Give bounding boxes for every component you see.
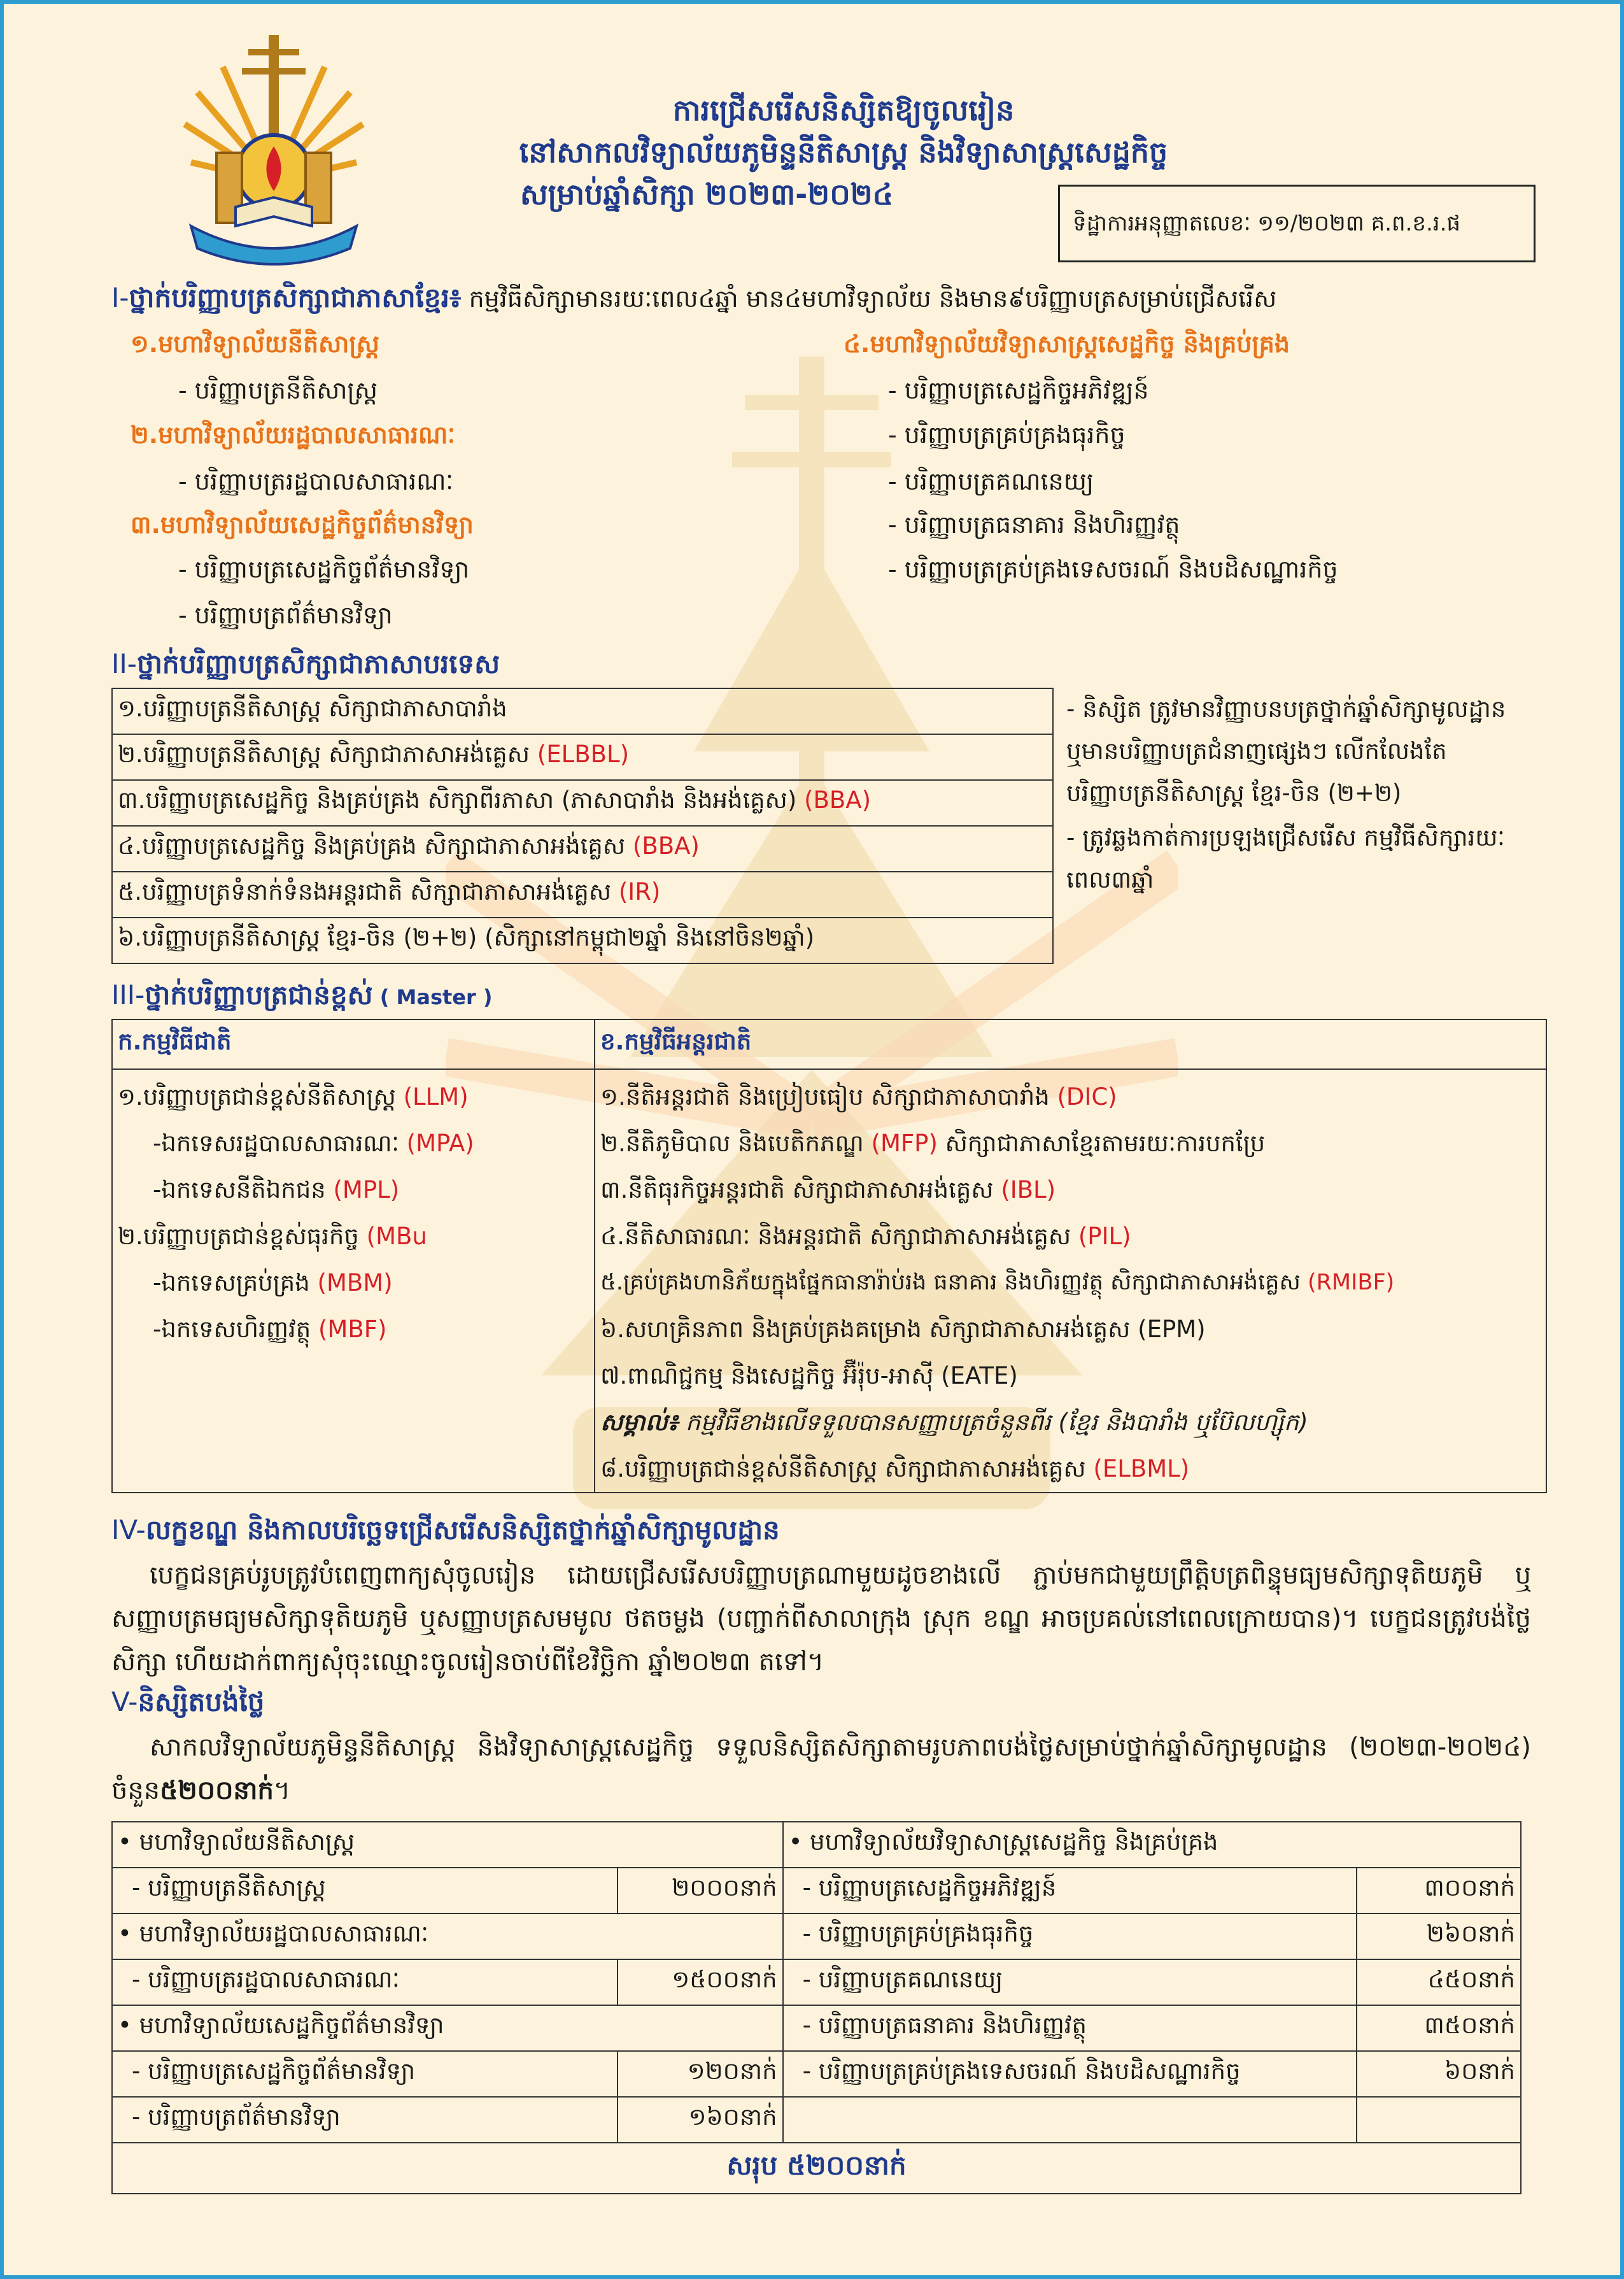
program-item: - បរិញ្ញាបត្រនីតិសាស្ត្រ	[178, 376, 378, 404]
table-row-count	[1357, 2097, 1521, 2143]
section-4-body: បេក្ខជនគ្រប់រូបត្រូវបំពេញពាក្យសុំចូលរៀន ដោយជ្រើសរើសបរិញ្ញាបត្រណាមួយដូចខាងលើ ភ្ជាប់មកជាមួយព្រឹត្តិបត្រពិន្ទុមធ្យមសិក្សាទុតិយភូមិ ឬសញ្ញាបត្រមធ្យមសិក្សាទុតិយភូមិ ឬសញ្ញាបត្រសមមូល ថតចម្លង (បញ្ជាក់ពីសាលាក្រុង ស្រុក ខណ្ឌ អាចប្រគល់នៅពេលក្រោយបាន)។ បេក្ខជនត្រូវបង់ថ្លៃសិក្សា ហើយដាក់ពាក្យសុំចុះឈ្មោះចូលរៀនចាប់ពីខែវិច្ឆិកា ឆ្នាំ២០២៣ តទៅ។	[111, 1561, 1531, 1677]
faculty-row: • មហាវិទ្យាល័យនីតិសាស្ត្រ	[112, 1822, 783, 1868]
international-programs-list	[595, 1069, 1546, 1493]
faculty-public-admin: ២.មហាវិទ្យាល័យរដ្ឋបាលសាធារណៈ	[131, 421, 455, 449]
faculty-economics-it: ៣.មហាវិទ្យាល័យសេដ្ឋកិច្ចព័ត៌មានវិទ្យា	[131, 511, 474, 539]
list-item: ១.បរិញ្ញាបត្រជាន់ខ្ពស់នីតិសាស្ត្រ (LLM)	[118, 1083, 469, 1111]
program-item: - បរិញ្ញាបត្ររដ្ឋបាលសាធារណៈ	[178, 467, 454, 495]
list-item: -ឯកទេសគ្រប់គ្រង (MBM)	[153, 1269, 393, 1296]
program-item: - បរិញ្ញាបត្រគណនេយ្យ	[888, 467, 1094, 495]
heading-line-3: សម្រាប់ឆ្នាំសិក្សា ២០២៣-២០២៤	[519, 177, 894, 211]
list-item: -ឯកទេសនីតិឯកជន (MPL)	[153, 1176, 400, 1203]
table-row-count: ១២០នាក់	[618, 2051, 782, 2097]
table-row-count: ១៥០០នាក់	[618, 1959, 782, 2005]
table-row-label: - បរិញ្ញាបត្រសេដ្ឋកិច្ចព័ត៌មានវិទ្យា	[112, 2051, 618, 2097]
foreign-language-table	[111, 688, 1528, 964]
list-item: ៥.គ្រប់គ្រងហានិភ័យក្នុងផ្នែកធានារ៉ាប់រង ធនាគារ និងហិរញ្ញវត្ថុ សិក្សាជាភាសាអង់គ្លេស (RMIBF)	[600, 1270, 1395, 1295]
table-row-count: ១៦០នាក់	[618, 2097, 782, 2143]
table-row-label: - បរិញ្ញាបត្រសេដ្ឋកិច្ចអភិវឌ្ឍន៍	[783, 1868, 1357, 1913]
list-item: ២.នីតិភូមិបាល និងបេតិកភណ្ឌ (MFP) សិក្សាជាភាសាខ្មែរតាមរយៈការបកប្រែ	[600, 1130, 1266, 1157]
list-item: ៨.បរិញ្ញាបត្រជាន់ខ្ពស់នីតិសាស្ត្រ សិក្សាជាភាសាអង់គ្លេស (ELBML)	[600, 1455, 1190, 1482]
national-programs-list	[112, 1069, 595, 1493]
table-row-label: - បរិញ្ញាបត្រនីតិសាស្ត្រ	[112, 1868, 618, 1913]
section-3-heading: III-ថ្នាក់បរិញ្ញាបត្រជាន់ខ្ពស់ ( Master )	[111, 979, 493, 1011]
faculty-economics-management: ៤.មហាវិទ្យាល័យវិទ្យាសាស្ត្រសេដ្ឋកិច្ច និងគ្រប់គ្រង	[844, 330, 1290, 358]
list-item: -ឯកទេសហិរញ្ញវត្ថុ (MBF)	[153, 1316, 387, 1343]
table-row-label: - បរិញ្ញាបត្រព័ត៌មានវិទ្យា	[112, 2097, 618, 2143]
list-item: ៣.នីតិធុរកិច្ចអន្តរជាតិ សិក្សាជាភាសាអង់គ្លេស (IBL)	[600, 1176, 1056, 1203]
permit-number-box: ទិដ្ឋាការអនុញ្ញាតលេខៈ ១១/២០២៣ គ.ព.ខ.រ.ផ	[1058, 185, 1536, 262]
table-row-count: ៣០០នាក់	[1357, 1868, 1521, 1913]
section-5-heading: V-និស្សិតបង់ថ្លៃ	[111, 1686, 265, 1717]
faculty-row: • មហាវិទ្យាល័យវិទ្យាសាស្ត្រសេដ្ឋកិច្ច និងគ្រប់គ្រង	[783, 1822, 1521, 1868]
table-row: ៥.បរិញ្ញាបត្រទំនាក់ទំនងអន្តរជាតិ សិក្សាជាភាសាអង់គ្លេស (IR)	[112, 872, 1053, 918]
total-row: សរុប ៥២០០នាក់	[112, 2143, 1521, 2194]
table-row: ៦.បរិញ្ញាបត្រនីតិសាស្ត្រ ខ្មែរ-ចិន (២+២) (សិក្សានៅកម្ពុជា២ឆ្នាំ និងនៅចិន២ឆ្នាំ)	[112, 918, 1053, 963]
program-item: - បរិញ្ញាបត្រសេដ្ឋកិច្ចព័ត៌មានវិទ្យា	[178, 555, 470, 583]
table-row-label	[783, 2097, 1357, 2143]
table-row-count: ២០០០នាក់	[618, 1868, 782, 1913]
list-item: ៦.សហគ្រិនភាព និងគ្រប់គ្រងគម្រោង សិក្សាជាភាសាអង់គ្លេស (EPM)	[600, 1316, 1206, 1343]
university-logo	[178, 35, 369, 277]
faculty-row: • មហាវិទ្យាល័យរដ្ឋបាលសាធារណៈ	[112, 1913, 783, 1959]
table-row-count: ៤៥០នាក់	[1357, 1959, 1521, 2005]
faculty-row: • មហាវិទ្យាល័យសេដ្ឋកិច្ចព័ត៌មានវិទ្យា	[112, 2005, 783, 2051]
international-programs-header: ខ.កម្មវិធីអន្តរជាតិ	[595, 1019, 1546, 1069]
list-item: -ឯកទេសរដ្ឋបាលសាធារណៈ (MPA)	[153, 1130, 474, 1157]
table-row: ២.បរិញ្ញាបត្រនីតិសាស្ត្រ សិក្សាជាភាសាអង់គ្លេស (ELBBL)	[112, 734, 1053, 780]
program-item: - បរិញ្ញាបត្រគ្រប់គ្រងធុរកិច្ច	[888, 421, 1126, 449]
list-item: ២.បរិញ្ញាបត្រជាន់ខ្ពស់ធុរកិច្ច (MBu	[118, 1223, 427, 1250]
program-item: - បរិញ្ញាបត្រគ្រប់គ្រងទេសចរណ៍ និងបដិសណ្ឋារកិច្ច	[888, 555, 1338, 583]
list-item: ៤.នីតិសាធារណៈ និងអន្តរជាតិ សិក្សាជាភាសាអង់គ្លេស (PIL)	[600, 1223, 1131, 1250]
list-item: ១.នីតិអន្តរជាតិ និងប្រៀបធៀប សិក្សាជាភាសាបារាំង (DIC)	[600, 1083, 1117, 1111]
table-row-label: - បរិញ្ញាបត្រគ្រប់គ្រងធុរកិច្ច	[783, 1913, 1357, 1959]
program-note: សម្គាល់៖ កម្មវិធីខាងលើទទួលបានសញ្ញាបត្រចំនួនពីរ (ខ្មែរ និងបារាំង ឬប៊ែលហ្ស៊ិក)	[600, 1409, 1308, 1436]
table-row-count: ៣៥០នាក់	[1357, 2005, 1521, 2051]
table-row: ៣.បរិញ្ញាបត្រសេដ្ឋកិច្ច និងគ្រប់គ្រង សិក្សាពីរភាសា (ភាសាបារាំង និងអង់គ្លេស) (BBA)	[112, 780, 1053, 826]
section-2-heading: II-ថ្នាក់បរិញ្ញាបត្រសិក្សាជាភាសាបរទេស	[111, 648, 500, 679]
paid-students-table	[111, 1821, 1522, 2194]
national-programs-header: ក.កម្មវិធីជាតិ	[112, 1019, 595, 1069]
program-item: - បរិញ្ញាបត្រធនាគារ និងហិរញ្ញវត្ថុ	[888, 511, 1180, 539]
program-item: - បរិញ្ញាបត្រសេដ្ឋកិច្ចអភិវឌ្ឍន៍	[888, 376, 1149, 404]
section-4-heading: IV-លក្ខខណ្ឌ និងកាលបរិច្ឆេទជ្រើសរើសនិស្សិតថ្នាក់ឆ្នាំសិក្សាមូលដ្ឋាន	[111, 1514, 780, 1545]
table-row: ៤.បរិញ្ញាបត្រសេដ្ឋកិច្ច និងគ្រប់គ្រង សិក្សាជាភាសាអង់គ្លេស (BBA)	[112, 826, 1053, 872]
section-1-heading: I-ថ្នាក់បរិញ្ញាបត្រសិក្សាជាភាសាខ្មែរ៖ កម្មវិធីសិក្សាមានរយៈពេល៤ឆ្នាំ មាន៤មហាវិទ្យាល័យ និងមាន៩បរិញ្ញាបត្រសម្រាប់ជ្រើសរើស	[111, 282, 1277, 313]
section-5-body: សាកលវិទ្យាល័យភូមិន្ទនីតិសាស្ត្រ និងវិទ្យាសាស្ត្រសេដ្ឋកិច្ច ទទួលនិស្សិតសិក្សាតាមរូបភាពបង់ថ្លៃសម្រាប់ថ្នាក់ឆ្នាំសិក្សាមូលដ្ឋាន (២០២៣-២០២៤) ចំនួន៥២០០នាក់។	[111, 1733, 1531, 1805]
table-row-label: - បរិញ្ញាបត្រគ្រប់គ្រងទេសចរណ៍ និងបដិសណ្ឋារកិច្ច	[783, 2051, 1357, 2097]
table-row-label: - បរិញ្ញាបត្រគណនេយ្យ	[783, 1959, 1357, 2005]
faculty-law: ១.មហាវិទ្យាល័យនីតិសាស្ត្រ	[131, 330, 379, 358]
foreign-program-notes: - និស្សិត ត្រូវមានវិញ្ញាបនបត្រថ្នាក់ឆ្នាំសិក្សាមូលដ្ឋាន ឬមានបរិញ្ញាបត្រជំនាញផ្សេងៗ លើកលែងតែបរិញ្ញាបត្រនីតិសាស្ត្រ ខ្មែរ-ចិន (២+២) - ត្រូវឆ្លងកាត់ការប្រឡងជ្រើសរើស កម្មវិធីសិក្សារយៈពេល៣ឆ្នាំ	[1066, 695, 1506, 893]
table-row-label: - បរិញ្ញាបត្ររដ្ឋបាលសាធារណៈ	[112, 1959, 618, 2005]
heading-line-1: ការជ្រើសរើសនិស្សិតឱ្យចូលរៀន	[672, 93, 1015, 127]
table-row-count: ៦០នាក់	[1357, 2051, 1521, 2097]
list-item: ៧.ពាណិជ្ជកម្ម និងសេដ្ឋកិច្ច អ៊ឺរ៉ុប-អាស៊ី (EATE)	[600, 1362, 1018, 1389]
master-programs-table	[111, 1019, 1547, 1493]
table-row: ១.បរិញ្ញាបត្រនីតិសាស្ត្រ សិក្សាជាភាសាបារាំង	[112, 688, 1053, 734]
table-row-label: - បរិញ្ញាបត្រធនាគារ និងហិរញ្ញវត្ថុ	[783, 2005, 1357, 2051]
program-item: - បរិញ្ញាបត្រព័ត៌មានវិទ្យា	[178, 601, 393, 629]
table-row-count: ២៦០នាក់	[1357, 1913, 1521, 1959]
heading-line-2: នៅសាកលវិទ្យាល័យភូមិន្ទនីតិសាស្ត្រ និងវិទ្យាសាស្ត្រសេដ្ឋកិច្ច	[519, 135, 1168, 169]
